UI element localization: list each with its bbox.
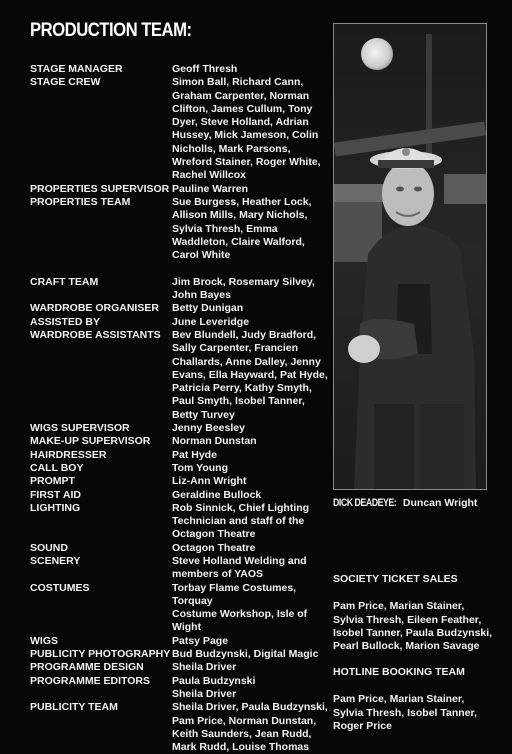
credit-names: Geraldine Bullock [172,488,262,501]
credit-names: Simon Ball, Richard Cann, Graham Carpenter, Norman Clifton, James Cullum, Tony Dyer, Steve Holland, Adrian Hussey, Mick Jameson, Colin Nicholls, Mark Parsons, Wreford Stainer, Roger White, Rachel Willcox [172,76,321,182]
credit-row [30,489,330,502]
cast-photo [333,23,487,490]
credit-names: Betty Dunigan [172,302,244,315]
credit-role: COSTUMES [30,581,90,594]
credit-names: Patsy Page [172,634,229,647]
hotline-names: Pam Price, Marian Stainer, Sylvia Thresh, Isobel Tanner, Roger Price [333,693,477,732]
hotline-section [333,666,493,733]
credit-names: Tom Young [172,461,228,474]
credit-names: Norman Dunstan [172,435,257,448]
credit-role: PROMPT [30,475,75,488]
ticket-sales-heading: SOCIETY TICKET SALES [333,573,458,585]
credit-names: June Leveridge [172,315,250,328]
credit-row [30,276,330,303]
credit-row [30,675,330,702]
credit-role: WIGS SUPERVISOR [30,422,130,435]
credit-names: Geoff Thresh [172,63,238,75]
credit-row [30,582,330,635]
credit-role: CRAFT TEAM [30,275,99,288]
credit-names: Pauline Warren [172,182,249,195]
credit-row [30,422,330,435]
credit-role: PUBLICITY TEAM [30,701,118,714]
credit-names: Pat Hyde [172,448,217,461]
credit-names: Sue Burgess, Heather Lock, Allison Mills, Mary Nichols, Sylvia Thresh, Emma Waddleton, Claire Walford, Carol White [172,195,312,262]
ticket-sales-names: Pam Price, Marian Stainer, Sylvia Thresh, Eileen Feather, Isobel Tanner, Paula Budzynski, Pearl Bullock, Marion Savage [333,600,493,653]
credit-role: WARDROBE ORGANISER [30,302,159,315]
credit-row [30,183,330,196]
moon-icon [361,38,393,70]
credit-role: LIGHTING [30,501,81,514]
credit-names: Liz-Ann Wright [172,475,247,488]
credit-role: MAKE-UP SUPERVISOR [30,435,151,448]
credit-row [30,435,330,448]
credit-names: Jenny Beesley [172,422,245,435]
credit-names: Jim Brock, Rosemary Silvey, John Bayes [172,275,315,302]
credit-role: ASSISTED BY [30,315,101,328]
credit-row [30,701,330,754]
credit-role: WIGS [30,634,58,647]
credit-role: PROPERTIES SUPERVISOR [30,182,170,195]
hotline-heading: HOTLINE BOOKING TEAM [333,666,465,678]
credit-names: Torbay Flame Costumes, Torquay Costume Workshop, Isle of Wight [172,581,308,634]
credit-role: SCENERY [30,554,81,567]
credit-names: Bev Blundell, Judy Bradford, Sally Carpenter, Francien Challards, Anne Dalley, Jenny Evans, Ella Hayward, Pat Hyde, Patricia Perry, Kathy Smyth, Paul Smyth, Isobel Tanner, Betty Turvey [172,328,328,421]
credit-names: Octagon Theatre [172,541,256,554]
ticket-sales-section [333,573,493,653]
credit-row [30,475,330,488]
credit-role: SOUND [30,541,68,554]
credit-names: Steve Holland Welding and members of YAOS [172,554,307,581]
credit-row [30,648,330,661]
credit-role: PROGRAMME DESIGN [30,661,144,674]
page-title: PRODUCTION TEAM: [30,20,192,41]
credit-names: Bud Budzynski, Digital Magic [172,648,319,661]
credit-row [30,661,330,674]
credit-role: HAIRDRESSER [30,448,107,461]
credit-role: PROGRAMME EDITORS [30,674,150,687]
photo-caption [333,497,477,509]
credit-row [30,462,330,475]
credit-row [30,63,330,76]
credit-row [30,635,330,648]
credit-row [30,502,330,542]
credit-role: WARDROBE ASSISTANTS [30,328,161,341]
credit-names: Sheila Driver [172,661,237,674]
credit-role: STAGE MANAGER [30,63,123,75]
caption-actor: Duncan Wright [402,497,478,509]
credit-row [30,76,330,182]
credit-role: PUBLICITY PHOTOGRAPHY [30,648,171,661]
credits-list [30,63,330,754]
credit-names: Paula Budzynski Sheila Driver [172,674,256,700]
sailor-photo-illustration [334,24,486,489]
credit-row [30,449,330,462]
credit-role: CALL BOY [30,461,84,474]
credit-row [30,542,330,555]
caption-character: DICK DEADEYE: [333,497,397,509]
credit-row [30,196,330,262]
credit-role: STAGE CREW [30,76,101,89]
credit-row [30,555,330,582]
credit-role: FIRST AID [30,488,81,501]
credit-role: PROPERTIES TEAM [30,195,131,208]
credit-row [30,329,330,422]
credit-row [30,302,330,315]
credit-names: Rob Sinnick, Chief Lighting Technician and staff of the Octagon Theatre [172,501,310,541]
credit-names: Sheila Driver, Paula Budzynski, Pam Price, Norman Dunstan, Keith Saunders, Jean Rudd, Mark Rudd, Louise Thomas [172,701,328,754]
credit-row [30,316,330,329]
